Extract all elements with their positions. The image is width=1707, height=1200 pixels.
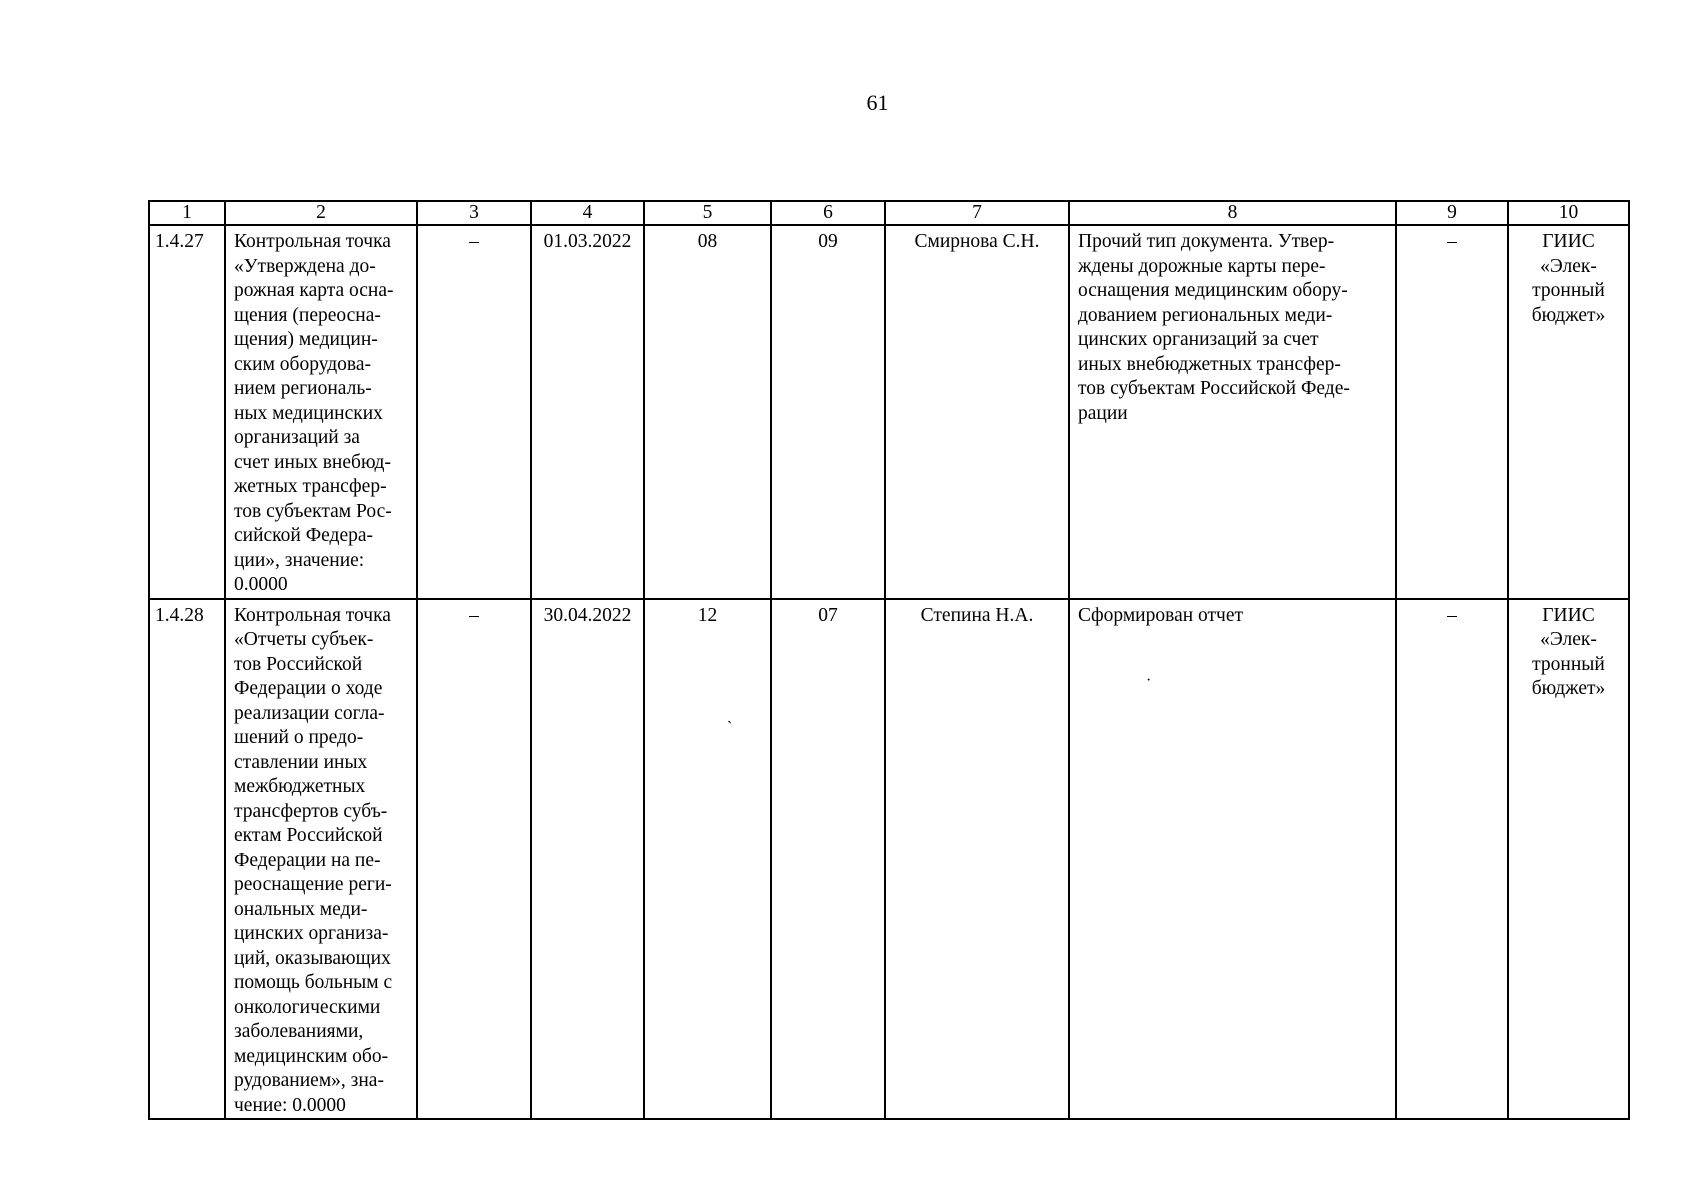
row-col5: 08 xyxy=(644,225,771,599)
column-header-6: 6 xyxy=(771,201,885,225)
column-header-4: 4 xyxy=(531,201,644,225)
row-col6: 09 xyxy=(771,225,885,599)
row-number: 1.4.28 xyxy=(149,599,225,1120)
row-date: 01.03.2022 xyxy=(531,225,644,599)
row-description: Контрольная точка «Отчеты субъек- тов Российской Федерации о ходе реализации согла- шений о предо- ставлении иных межбюджетных трансфертов субъ- ектам Российской Федерации на пе- реоснащение реги- ональных меди- цинских организа- ций, оказывающих помощь больным с онкологическими заболеваниями, медицинским обо- рудованием», зна- чение: 0.0000 xyxy=(225,599,417,1120)
row-col3: – xyxy=(417,599,531,1120)
row-col9: – xyxy=(1396,225,1508,599)
table-row xyxy=(149,225,1629,599)
page-number: 61 xyxy=(866,90,889,115)
scan-speck: · xyxy=(1146,672,1152,689)
scan-speck: ˏ xyxy=(727,707,733,724)
row-number: 1.4.27 xyxy=(149,225,225,599)
row-description: Контрольная точка «Утверждена до- рожная карта осна- щения (переосна- щения) медицин- ским оборудова- нием региональ- ных медицинских организаций за счет иных внебюд- жетных трансфер- тов субъектам Рос- сийской Федера- ции», значение: 0.0000 xyxy=(225,225,417,599)
row-col9: – xyxy=(1396,599,1508,1120)
header-row xyxy=(149,201,1629,225)
row-col6: 07 xyxy=(771,599,885,1120)
table-row xyxy=(149,599,1629,1120)
column-header-7: 7 xyxy=(885,201,1069,225)
column-header-3: 3 xyxy=(417,201,531,225)
row-responsible: Смирнова С.Н. xyxy=(885,225,1069,599)
row-result: Прочий тип документа. Утвер- ждены дорожные карты пере- оснащения медицинским обору- дованием региональных меди- цинских организаций за счет иных внебюджетных трансфер- тов субъектам Российской Феде- рации xyxy=(1069,225,1396,599)
column-header-5: 5 xyxy=(644,201,771,225)
row-responsible: Степина Н.А. xyxy=(885,599,1069,1120)
column-header-10: 10 xyxy=(1508,201,1629,225)
row-system: ГИИС «Элек- тронный бюджет» xyxy=(1508,225,1629,599)
column-header-1: 1 xyxy=(149,201,225,225)
column-header-8: 8 xyxy=(1069,201,1396,225)
control-points-table xyxy=(148,200,1630,1120)
row-result: Сформирован отчет xyxy=(1069,599,1396,1120)
row-system: ГИИС «Элек- тронный бюджет» xyxy=(1508,599,1629,1120)
row-date: 30.04.2022 xyxy=(531,599,644,1120)
row-col5: 12 xyxy=(644,599,771,1120)
column-header-9: 9 xyxy=(1396,201,1508,225)
row-col3: – xyxy=(417,225,531,599)
column-header-2: 2 xyxy=(225,201,417,225)
